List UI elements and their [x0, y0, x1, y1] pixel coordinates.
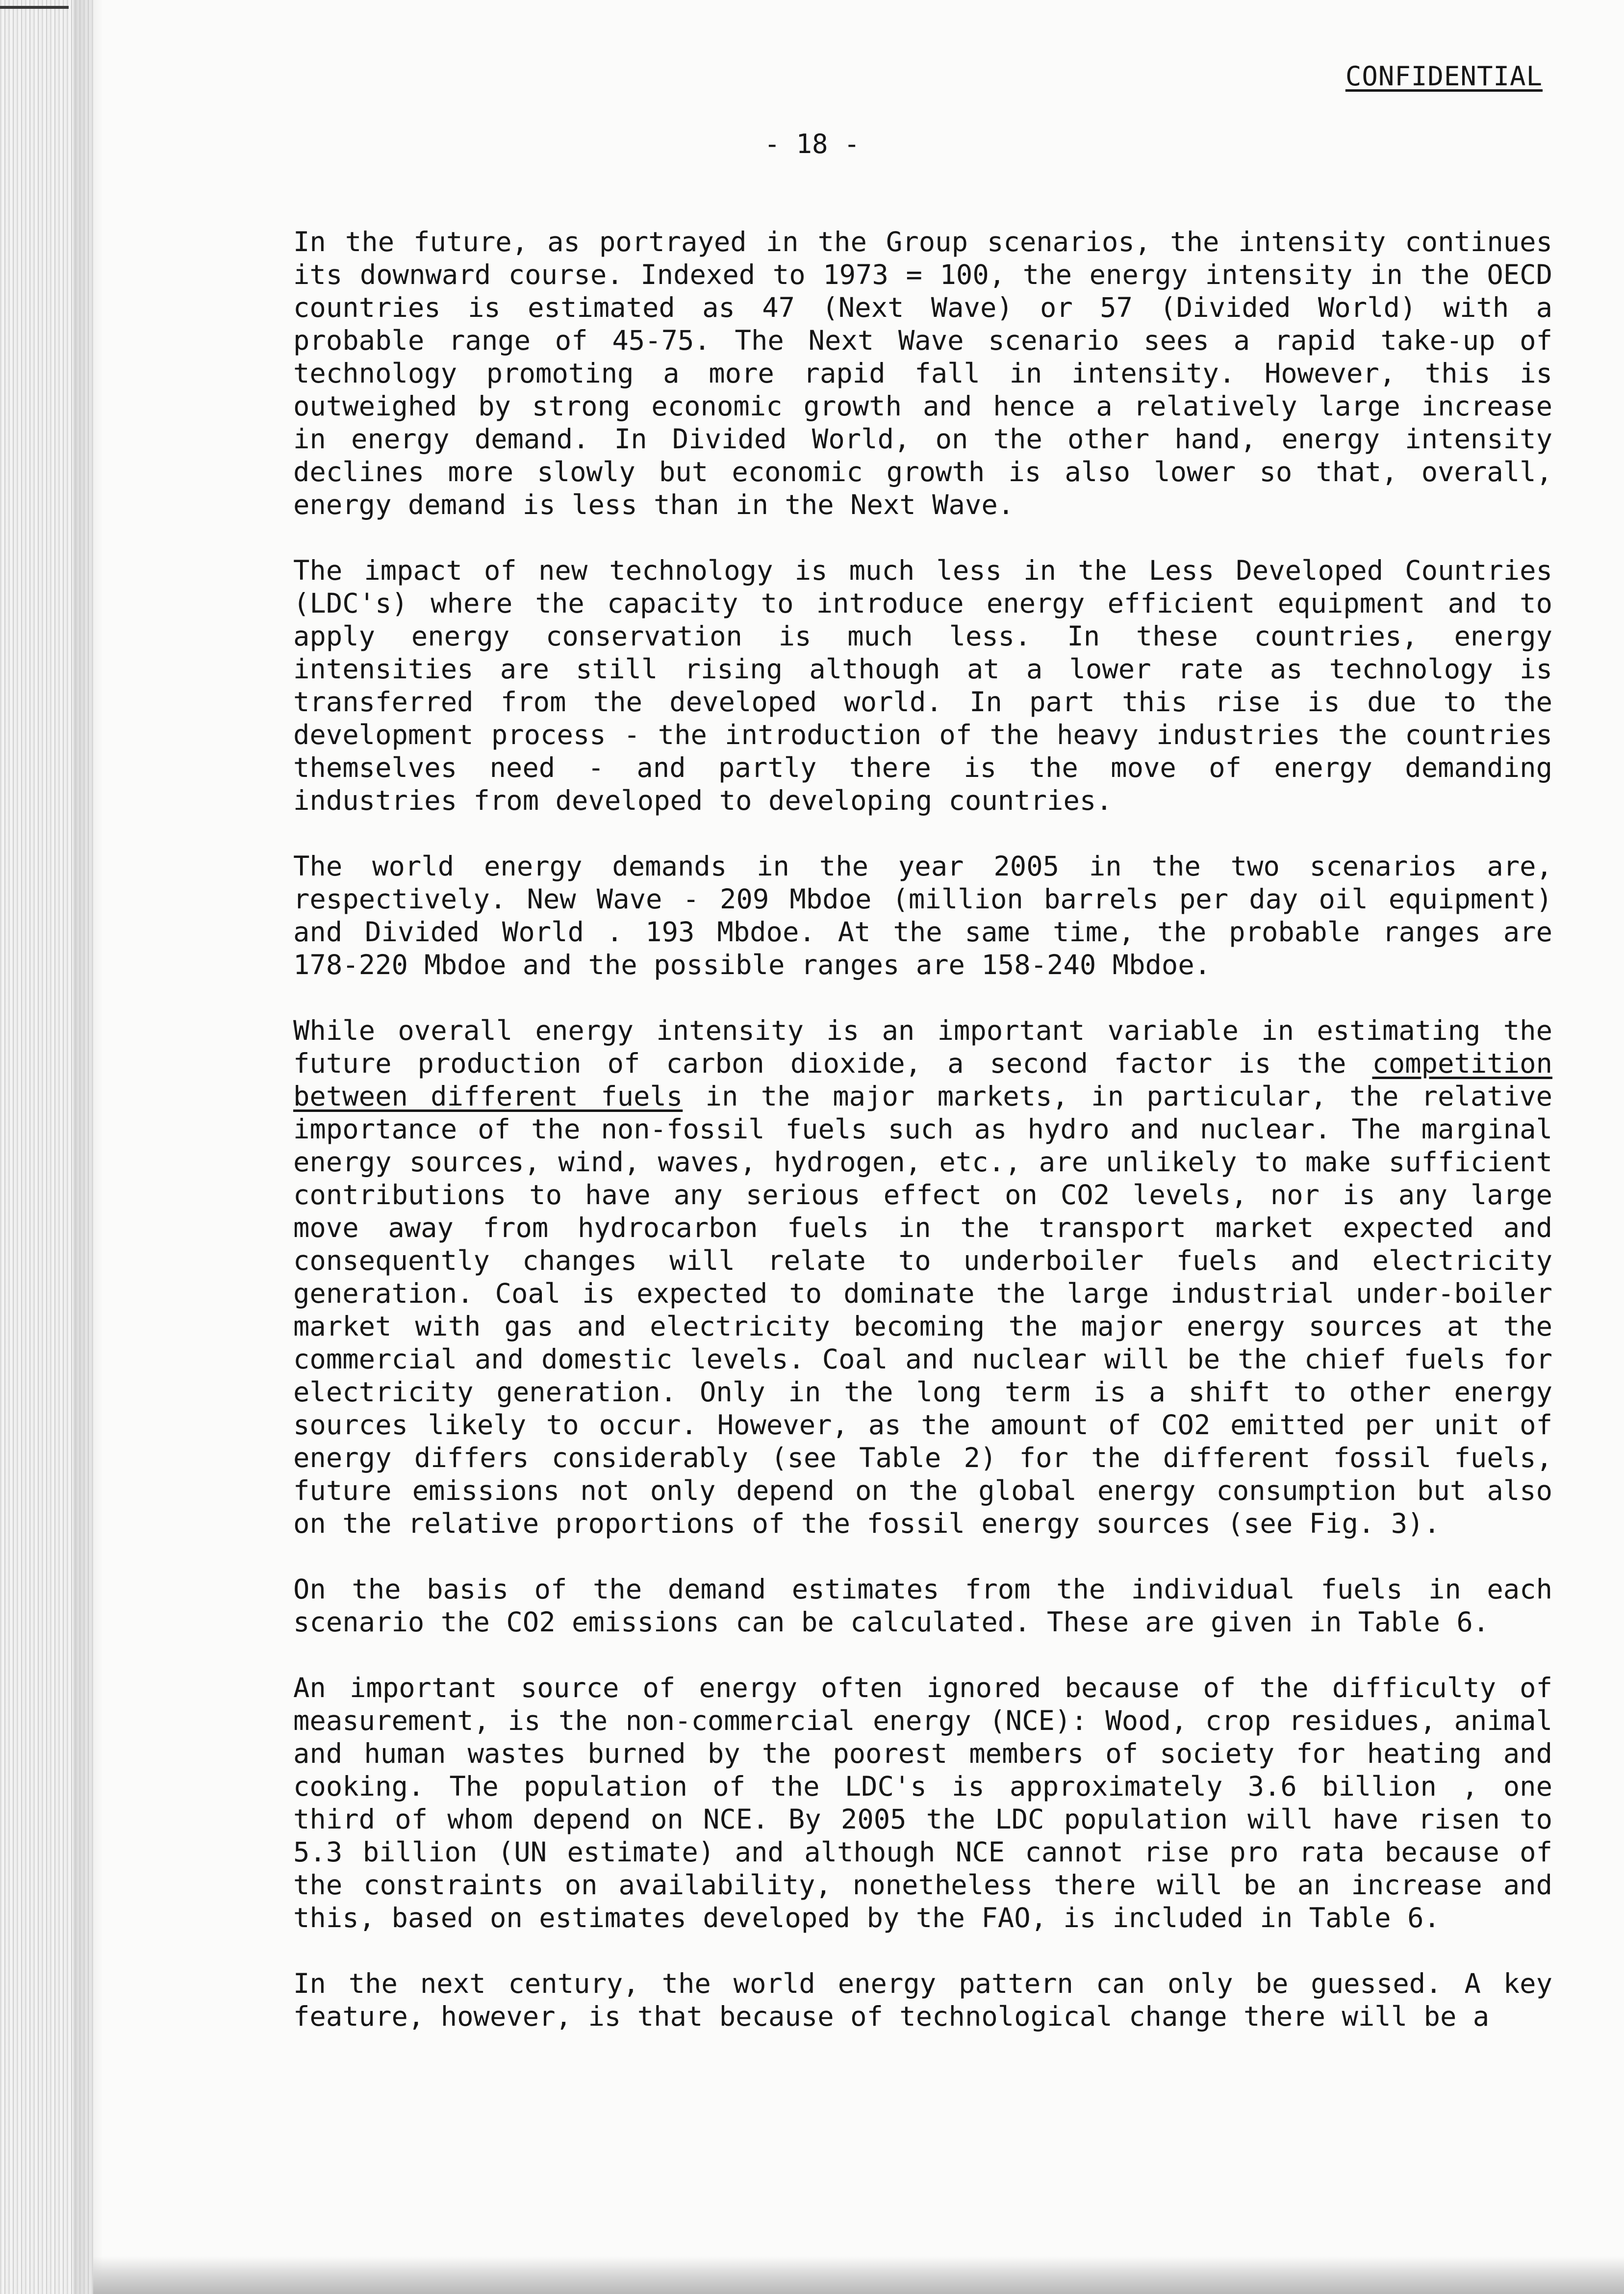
underlined-phrase: competition between different fuels [293, 1048, 1552, 1112]
body-text [293, 226, 1552, 2033]
paragraph-next-century: In the next century, the world energy pattern can only be guessed. A key feature, however, is that because of technological change there will be a [293, 1968, 1552, 2033]
fuel-competition-text-start: While overall energy intensity is an important variable in estimating the future production of carbon dioxide, a second factor is the [293, 1015, 1552, 1080]
paragraph-new-technology-ldc: The impact of new technology is much less in the Less Developed Countries (LDC's) where the capacity to introduce energy efficient equipment and to apply energy conservation is much less. In these countries, energy intensities are still rising although at a lower rate as technology is transferred from the developed world. In part this rise is due to the development process - the introduction of the heavy industries the countries themselves need - and partly there is the move of energy demanding industries from developed to developing countries. [293, 555, 1552, 817]
paragraph-non-commercial-energy: An important source of energy often ignored because of the difficulty of measurement, is the non-commercial energy (NCE): Wood, crop residues, animal and human wastes burned by the poorest members of society for heating and cooking. The population of the LDC's is approximately 3.6 billion , one third of whom depend on NCE. By 2005 the LDC population will have risen to 5.3 billion (UN estimate) and although NCE cannot rise pro rata because of the constraints on availability, nonetheless there will be an increase and this, based on estimates developed by the FAO, is included in Table 6. [293, 1672, 1552, 1934]
binding-clip-mark [0, 6, 69, 9]
paragraph-energy-intensity: In the future, as portrayed in the Group scenarios, the intensity continues its downward course. Indexed to 1973 = 100, the energy intensity in the OECD countries is estimated as 47 (Next Wave) or 57 (Divided World) with a probable range of 45-75. The Next Wave scenario sees a rapid take-up of technology promoting a more rapid fall in intensity. However, this is outweighed by strong economic growth and hence a relatively large increase in energy demand. In Divided World, on the other hand, energy intensity declines more slowly but economic growth is also lower so that, overall, energy demand is less than in the Next Wave. [293, 226, 1552, 521]
paragraph-world-energy-demands: The world energy demands in the year 2005 in the two scenarios are, respectively. New Wave - 209 Mbdoe (million barrels per day oil equipment) and Divided World . 193 Mbdoe. At the same time, the probable ranges are 178-220 Mbdoe and the possible ranges are 158-240 Mbdoe. [293, 851, 1552, 981]
page-number: - 18 - [764, 129, 860, 159]
scan-bottom-shadow [93, 2256, 1624, 2294]
paragraph-co2-emissions: On the basis of the demand estimates from the individual fuels in each scenario the CO2 emissions can be calculated. These are given in Table 6. [293, 1573, 1552, 1638]
confidential-label: CONFIDENTIAL [1345, 61, 1543, 92]
fuel-competition-text-end: in the major markets, in particular, the relative importance of the non-fossil fuels such as hydro and nuclear. The marginal energy sources, wind, waves, hydrogen, etc., are unlikely to make sufficient contributions to have any serious effect on CO2 levels, nor is any large move away from hydrocarbon fuels in the transport market expected and consequently changes will relate to underboiler fuels and electricity generation. Coal is expected to dominate the large industrial under-boiler market with gas and electricity becoming the major energy sources at the commercial and domestic levels. Coal and nuclear will be the chief fuels for electricity generation. Only in the long term is a shift to other energy sources likely to occur. However, as the amount of CO2 emitted per unit of energy differs considerably (see Table 2) for the different fossil fuels, future emissions not only depend on the global energy consumption but also on the relative proportions of the fossil energy sources (see Fig. 3). [293, 1081, 1552, 1540]
binding-shadow [74, 0, 103, 2294]
paragraph-fuel-competition [293, 1014, 1552, 1540]
